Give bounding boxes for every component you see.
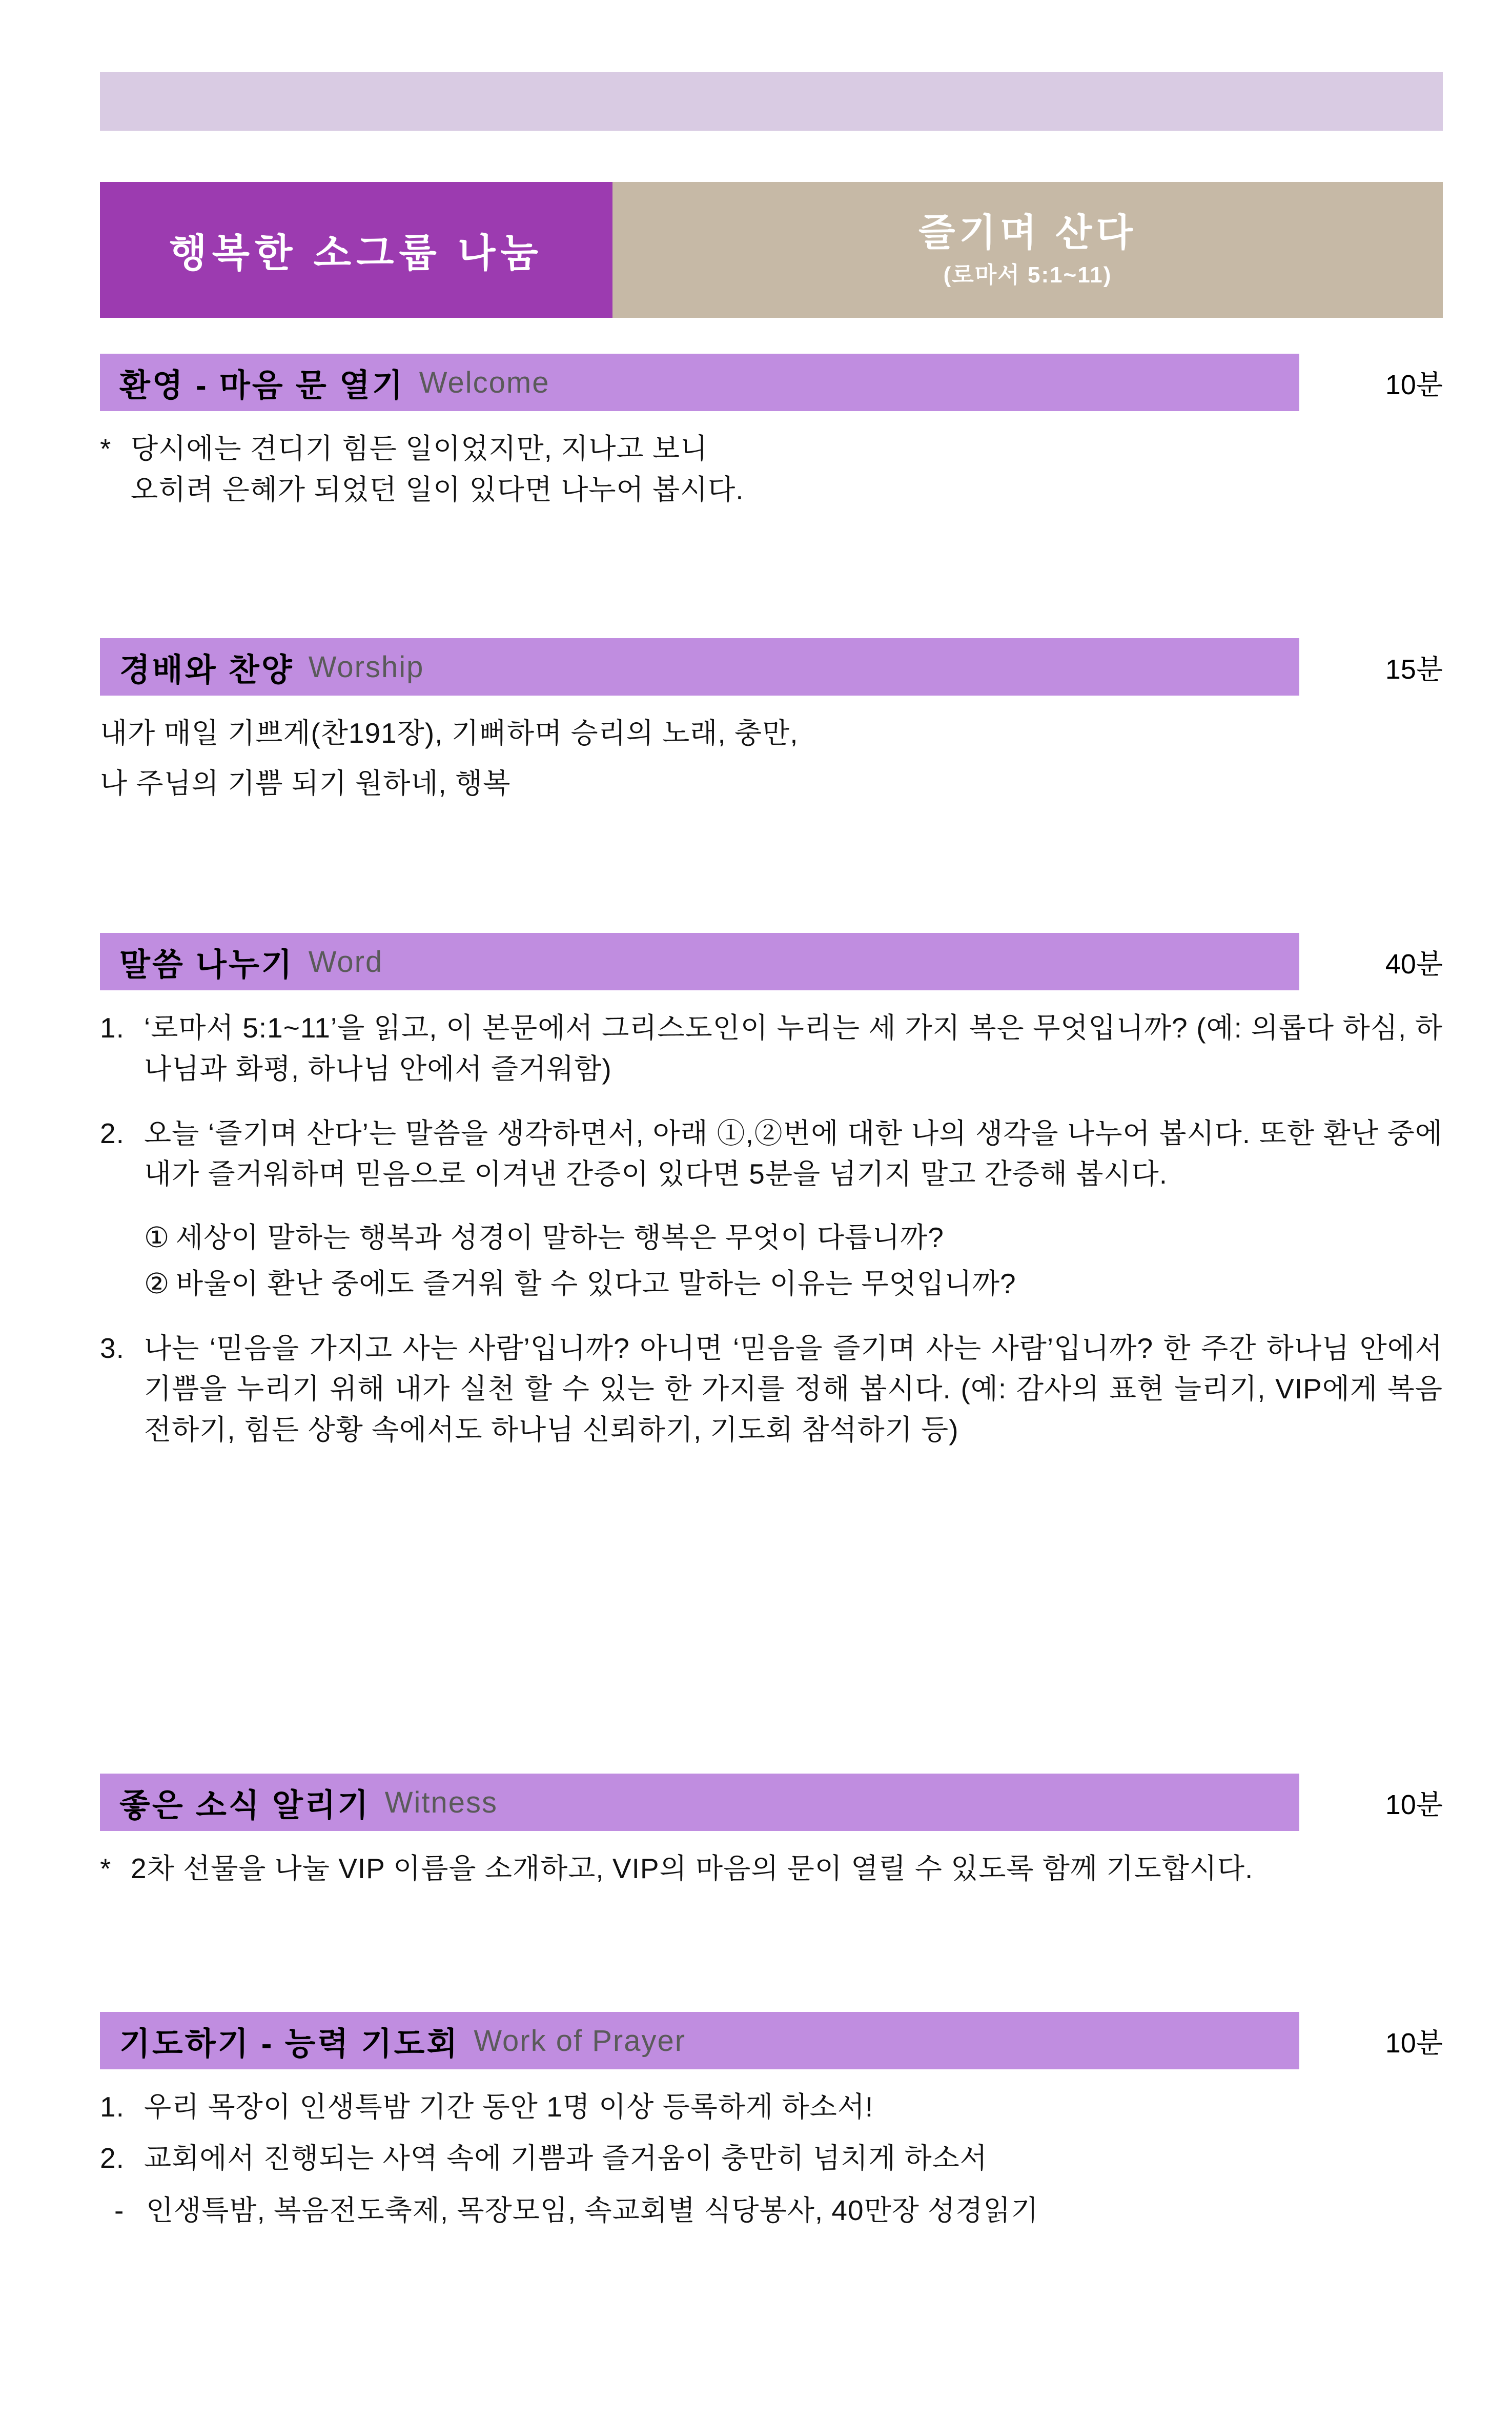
question-text: 나는 ‘믿음을 가지고 사는 사람’입니까? 아니면 ‘믿음을 즐기며 사는 사람’입니까? 한 주간 하나님 안에서 기쁨을 누리기 위해 내가 실천 할 수 있는 한 가지를 정해 봅시다. (예: 감사의 표현 늘리기, VIP에게 복음 전하기, 힘든 상황 속에서도 하나님 신뢰하기, 기도회 참석하기 등) <box>144 1332 1443 1446</box>
section-header <box>100 1774 1443 1831</box>
section-title-ko: 환영 - 마음 문 열기 <box>119 368 405 403</box>
section-title-en: Work of Prayer <box>474 2024 686 2058</box>
sermon-title: 즐기며 산다 <box>918 211 1137 254</box>
section-header <box>100 638 1443 696</box>
section-title-en: Worship <box>308 650 424 684</box>
list-marker: 2. <box>100 1117 125 1149</box>
list-marker: 3. <box>100 1332 125 1364</box>
list-marker: 2. <box>100 2142 125 2174</box>
section-title-bar <box>100 354 1299 411</box>
body-line: 나 주님의 기쁨 되기 원하네, 행복 <box>100 767 511 799</box>
section-title-en: Witness <box>384 1785 498 1819</box>
question-item <box>100 1113 1443 1195</box>
question-item <box>100 1008 1443 1090</box>
sub-question-item <box>100 1217 1443 1258</box>
section-title-ko: 좋은 소식 알리기 <box>119 1787 371 1823</box>
question-item <box>100 1328 1443 1451</box>
section-title-bar <box>100 2012 1299 2069</box>
prayer-text: 교회에서 진행되는 사역 속에 기쁨과 즐거움이 충만히 넘치게 하소서 <box>144 2142 988 2174</box>
title-left-block <box>100 182 612 318</box>
bullet-marker: * <box>100 1853 112 1884</box>
section-header <box>100 2012 1443 2069</box>
question-text: 오늘 ‘즐기며 산다’는 말씀을 생각하면서, 아래 ①,②번에 대한 나의 생각을 나누어 봅시다. 또한 환난 중에 내가 즐거워하며 믿음으로 이겨낸 간증이 있다면 5분을 넘기지 말고 간증해 봅시다. <box>144 1117 1443 1190</box>
sub-question-item <box>100 1264 1443 1305</box>
prayer-item <box>100 2087 1443 2128</box>
list-marker: ② <box>144 1267 170 1299</box>
section-body <box>100 1848 1443 1889</box>
body-text: 2차 선물을 나눌 VIP 이름을 소개하고, VIP의 마음의 문이 열릴 수 있도록 함께 기도합시다. <box>131 1853 1254 1884</box>
body-line: 오히려 은혜가 되었던 일이 있다면 나누어 봅시다. <box>131 473 744 505</box>
list-marker: ① <box>144 1222 170 1253</box>
section-title-bar <box>100 638 1299 696</box>
prayer-subitem <box>100 2190 1443 2231</box>
section-title-ko: 말씀 나누기 <box>119 947 294 983</box>
section-header <box>100 933 1443 990</box>
prayer-text: 인생특밤, 복음전도축제, 목장모임, 속교회별 식당봉사, 40만장 성경읽기 <box>146 2194 1039 2226</box>
section-duration: 15분 <box>1385 654 1443 685</box>
worksheet-title: 행복한 소그룹 나눔 <box>169 232 543 275</box>
section-witness <box>100 1774 1443 1889</box>
list-marker: 1. <box>100 2091 125 2123</box>
bullet-marker: * <box>100 433 112 464</box>
list-marker: - <box>114 2194 125 2226</box>
section-duration: 10분 <box>1385 1789 1443 1820</box>
section-title-ko: 기도하기 - 능력 기도회 <box>119 2026 460 2062</box>
section-title-en: Word <box>308 945 383 979</box>
question-text: ‘로마서 5:1~11’을 읽고, 이 본문에서 그리스도인이 누리는 세 가지 복은 무엇입니까? (예: 의롭다 하심, 하나님과 화평, 하나님 안에서 즐거워함) <box>144 1012 1443 1085</box>
section-worship <box>100 638 1443 804</box>
section-title-en: Welcome <box>419 365 550 399</box>
section-title-ko: 경배와 찬양 <box>119 652 294 688</box>
section-header <box>100 354 1443 411</box>
top-decorative-strip <box>100 72 1443 131</box>
prayer-item <box>100 2138 1443 2179</box>
list-marker: 1. <box>100 1012 125 1044</box>
section-word <box>100 933 1443 1451</box>
prayer-text: 우리 목장이 인생특밤 기간 동안 1명 이상 등록하게 하소서! <box>144 2091 874 2123</box>
section-body <box>100 429 1443 511</box>
question-text: 바울이 환난 중에도 즐거워 할 수 있다고 말하는 이유는 무엇입니까? <box>176 1267 1016 1299</box>
section-duration: 10분 <box>1385 2027 1443 2059</box>
section-welcome <box>100 354 1443 511</box>
section-prayer <box>100 2012 1443 2231</box>
question-text: 세상이 말하는 행복과 성경이 말하는 행복은 무엇이 다릅니까? <box>176 1222 944 1253</box>
body-line: 당시에는 견디기 힘든 일이었지만, 지나고 보니 <box>131 433 708 464</box>
section-duration: 40분 <box>1385 948 1443 980</box>
section-title-bar <box>100 1774 1299 1831</box>
title-right-block <box>612 182 1443 318</box>
section-duration: 10분 <box>1385 369 1443 400</box>
scripture-reference: (로마서 5:1~11) <box>943 262 1112 288</box>
section-body <box>100 713 1443 804</box>
section-title-bar <box>100 933 1299 990</box>
title-banner <box>100 182 1443 318</box>
body-line: 내가 매일 기쁘게(찬191장), 기뻐하며 승리의 노래, 충만, <box>100 717 799 749</box>
